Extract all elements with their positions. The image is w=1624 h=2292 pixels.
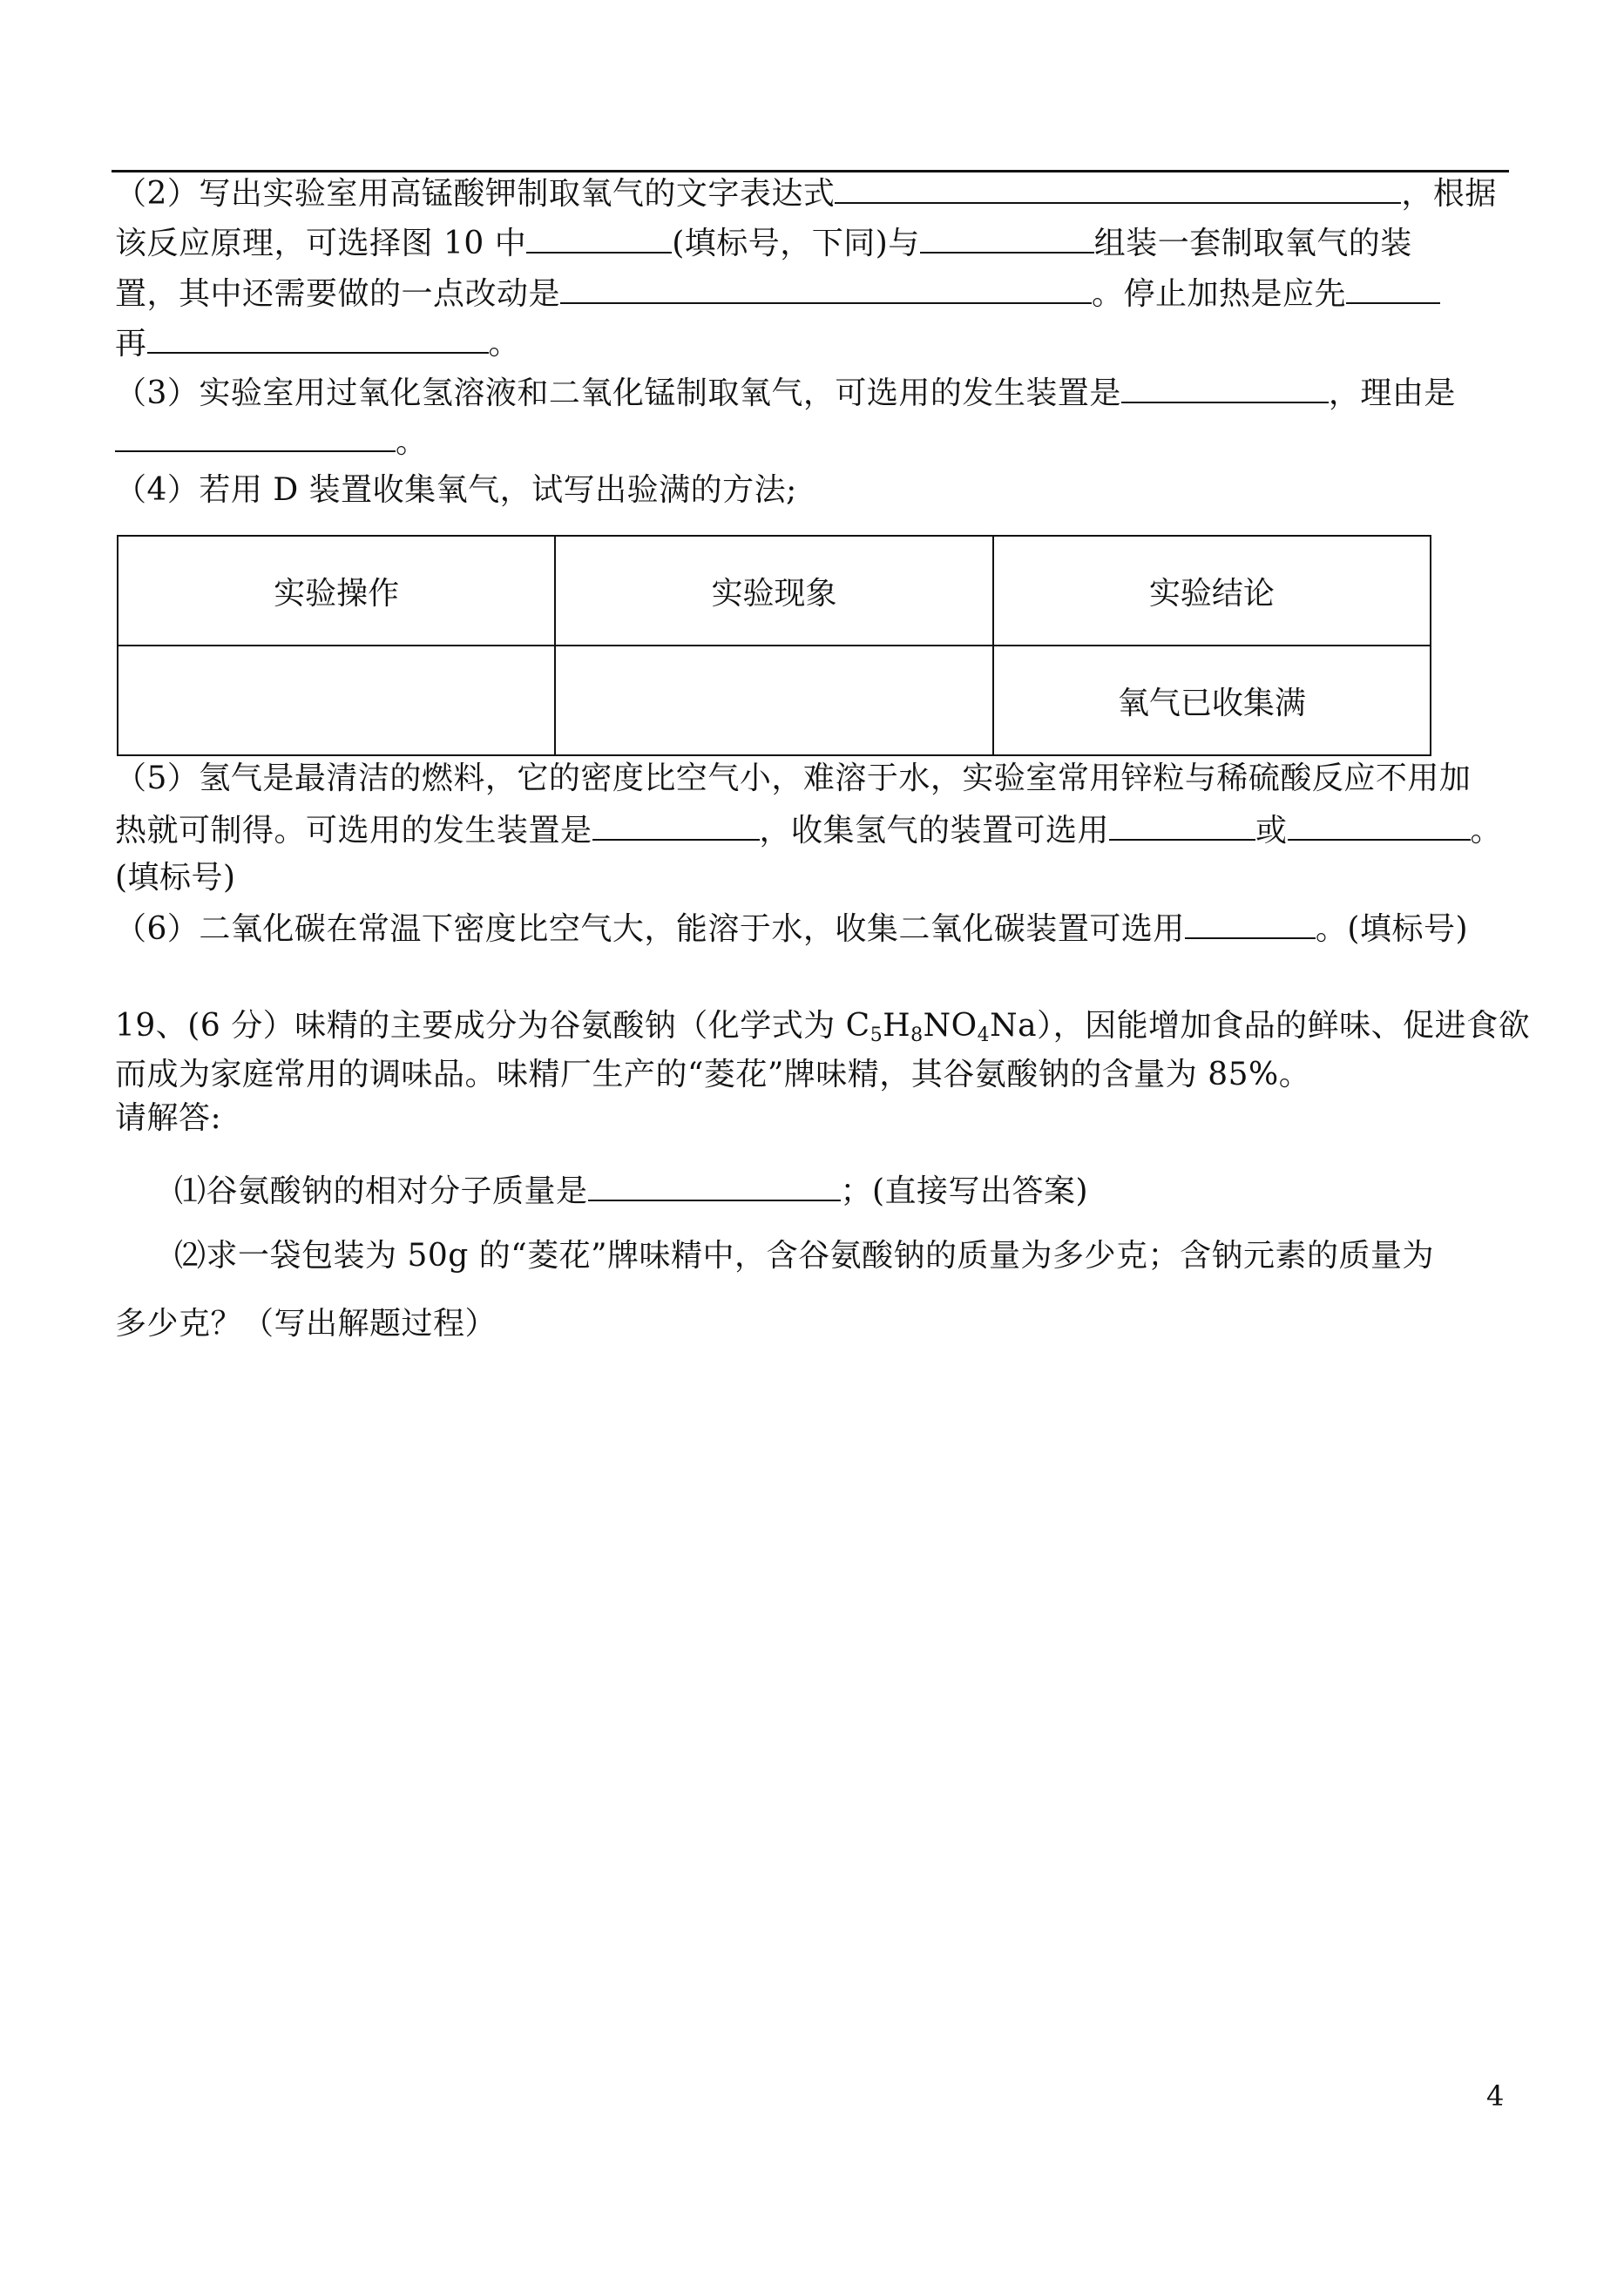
q5-text: （5）氢气是最清洁的燃料，它的密度比空气小，难溶于水，实验室常用锌粒与稀硫酸反应不用加 (115, 761, 1472, 796)
q3-line-2 (115, 421, 1518, 462)
table-header-cell: 实验现象 (555, 536, 992, 646)
q19-part-2-line-1 (174, 1237, 1577, 1275)
experiment-table (117, 535, 1431, 756)
q2-text: 置，其中还需要做的一点改动是 (115, 276, 561, 312)
q19-line-2 (115, 1056, 1518, 1094)
q5-text: 热就可制得。可选用的发生装置是 (115, 813, 592, 849)
q19-text: ⑵求一袋包装为 50g 的“菱花”牌味精中，含谷氨酸钠的质量为多少克；含钠元素的质量为 (174, 1238, 1435, 1274)
q6-text: 。(填标号) (1315, 911, 1468, 947)
answer-blank[interactable] (115, 421, 396, 452)
q4-text: （4）若用 D 装置收集氧气，试写出验满的方法; (115, 472, 797, 508)
formula-part: H (883, 1008, 911, 1044)
q2-line-2 (115, 222, 1518, 263)
answer-blank[interactable] (1185, 908, 1316, 939)
q2-text: 再 (115, 326, 147, 362)
q3-text: 。 (396, 424, 428, 460)
answer-blank[interactable] (592, 809, 760, 841)
answer-blank[interactable] (526, 222, 672, 254)
q5-text: (填标号) (115, 860, 236, 896)
q19-text: ⑴谷氨酸钠的相对分子质量是 (174, 1173, 588, 1209)
answer-blank[interactable] (1109, 809, 1255, 841)
q19-text: 而成为家庭常用的调味品。味精厂生产的“菱花”牌味精，其谷氨酸钠的含量为 85%。 (115, 1057, 1311, 1092)
q19-text: 请解答: (115, 1100, 222, 1136)
q5-text: 或 (1255, 813, 1288, 849)
q19-text: 19、(6 分）味精的主要成分为谷氨酸钠（化学式为 C (115, 1008, 870, 1044)
answer-blank[interactable] (1346, 273, 1440, 304)
q6-line (115, 908, 1518, 949)
table-cell-operation[interactable] (118, 646, 555, 755)
q4-line (115, 471, 1518, 510)
q19-text: 多少克？（写出解题过程） (115, 1306, 497, 1342)
table-cell-conclusion: 氧气已收集满 (993, 646, 1431, 755)
q19-part-1 (174, 1170, 1577, 1211)
q5-line-2 (115, 809, 1518, 850)
answer-blank[interactable] (920, 222, 1094, 254)
q5-line-1 (115, 760, 1518, 798)
q19-part-2-line-2 (115, 1305, 1518, 1343)
q3-text: ，理由是 (1328, 375, 1456, 411)
formula-subscript: 5 (870, 1024, 883, 1046)
q19-line-1 (115, 1007, 1531, 1055)
formula-part: Na (990, 1008, 1038, 1044)
q2-line-3 (115, 273, 1518, 314)
q2-text: 。停止加热是应先 (1092, 276, 1347, 312)
q6-text: （6）二氧化碳在常温下密度比空气大，能溶于水，收集二氧化碳装置可选用 (115, 911, 1185, 947)
q19-text: ），因能增加食品的鲜味、促进食欲 (1037, 1008, 1531, 1044)
q3-line-1 (115, 372, 1518, 413)
table-cell-phenomenon[interactable] (555, 646, 992, 755)
q19-text: ；(直接写出答案) (840, 1173, 1089, 1209)
q5-text: 。 (1470, 813, 1503, 849)
q2-line-1 (115, 172, 1518, 213)
table-row (118, 646, 1431, 755)
q2-text: 。 (488, 326, 521, 362)
q2-text: 该反应原理，可选择图 10 中 (115, 226, 527, 261)
table-header-cell: 实验操作 (118, 536, 555, 646)
answer-blank[interactable] (588, 1170, 841, 1201)
q2-text: 组装一套制取氧气的装 (1093, 226, 1412, 261)
q3-text: （3）实验室用过氧化氢溶液和二氧化锰制取氧气，可选用的发生装置是 (115, 375, 1121, 411)
formula-subscript: 4 (977, 1024, 991, 1046)
q2-text: （2）写出实验室用高锰酸钾制取氧气的文字表达式 (115, 176, 836, 212)
q2-text: ，根据 (1401, 176, 1497, 212)
answer-blank[interactable] (560, 273, 1092, 304)
page-number: 4 (1486, 2079, 1505, 2113)
formula-part: NO (923, 1008, 978, 1044)
answer-blank[interactable] (1288, 809, 1471, 841)
answer-blank[interactable] (1121, 372, 1329, 403)
table-header-row (118, 536, 1431, 646)
q2-text: (填标号，下同)与 (672, 226, 920, 261)
formula-subscript: 8 (910, 1024, 924, 1046)
table-header-cell: 实验结论 (993, 536, 1431, 646)
q2-line-4 (115, 322, 1518, 363)
answer-blank[interactable] (147, 322, 489, 354)
answer-blank[interactable] (835, 172, 1401, 204)
q19-line-3 (115, 1099, 1518, 1138)
q5-text: ，收集氢气的装置可选用 (759, 813, 1110, 849)
q5-line-3 (115, 859, 1518, 897)
